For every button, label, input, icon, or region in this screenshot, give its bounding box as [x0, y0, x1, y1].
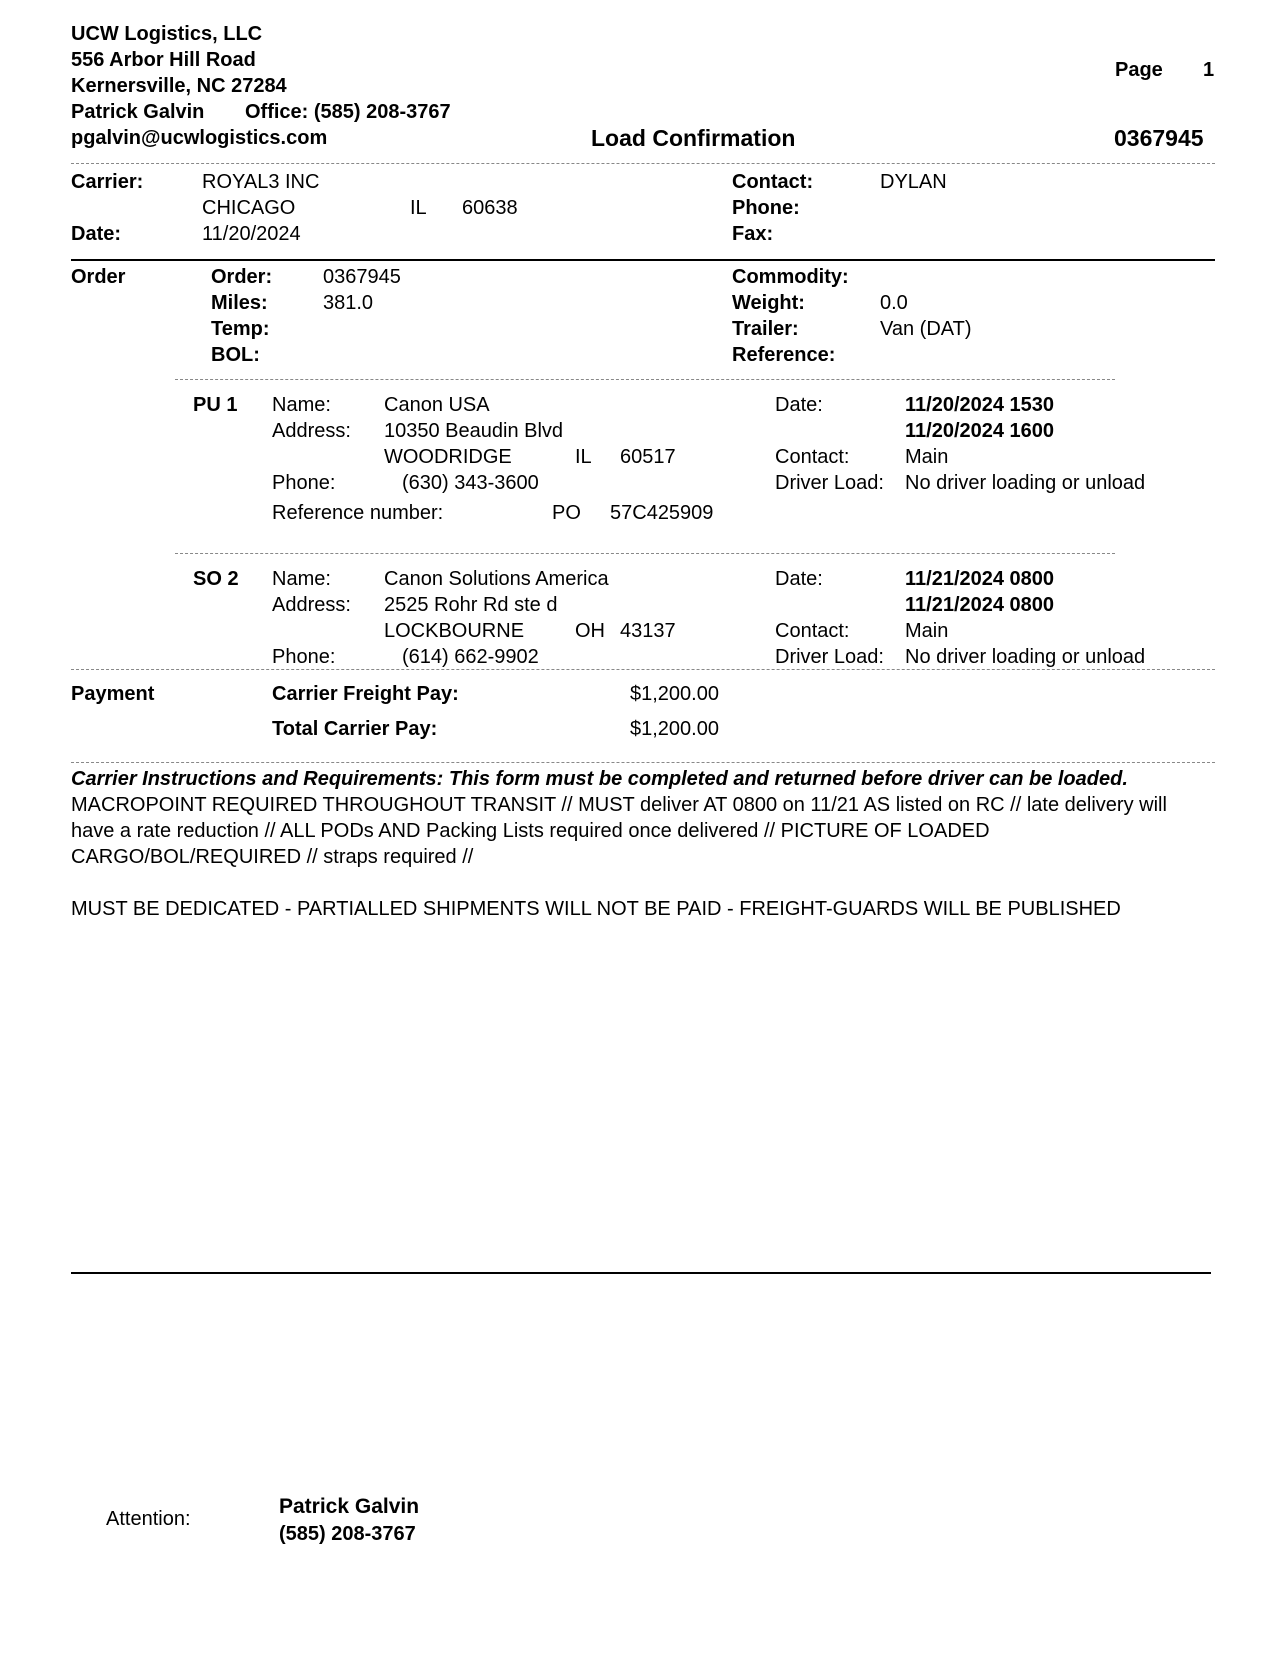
stop-reference-type: PO [552, 502, 581, 524]
stop-contact: Main [905, 446, 949, 468]
stop-date-label: Date: [775, 568, 823, 590]
page-label: Page [1115, 59, 1163, 81]
stop-phone-label: Phone: [272, 472, 336, 494]
stop-reference-label: Reference number: [272, 502, 444, 524]
stop-phone: (630) 343-3600 [402, 472, 539, 494]
freight-pay-label: Carrier Freight Pay: [272, 683, 459, 705]
carrier-state: IL [410, 197, 427, 219]
carrier-instructions [71, 766, 1211, 922]
total-pay-label: Total Carrier Pay: [272, 718, 438, 740]
attention-phone: (585) 208-3767 [279, 1523, 416, 1545]
divider [175, 553, 1115, 554]
signature-line [71, 1272, 1211, 1274]
instructions-note: MUST BE DEDICATED - PARTIALLED SHIPMENTS WILL NOT BE PAID - FREIGHT-GUARDS WILL BE PUBLISHED [71, 898, 1121, 920]
company-city-state-zip: Kernersville, NC 27284 [71, 75, 287, 97]
stop-reference-value: 57C425909 [610, 502, 714, 524]
stop-contact-label: Contact: [775, 446, 850, 468]
stop-name-label: Name: [272, 568, 331, 590]
stop-date-2: 11/20/2024 1600 [905, 420, 1055, 442]
stop-name-label: Name: [272, 394, 331, 416]
stop-contact: Main [905, 620, 949, 642]
company-email: pgalvin@ucwlogistics.com [71, 127, 328, 149]
divider [175, 379, 1115, 380]
order-value: 0367945 [323, 266, 401, 288]
stop-phone: (614) 662-9902 [402, 646, 539, 668]
phone-label: Phone: [732, 197, 800, 219]
order-section-label: Order [71, 266, 126, 288]
stop-city: LOCKBOURNE [384, 620, 525, 642]
miles-label: Miles: [211, 292, 268, 314]
header-order-number: 0367945 [1114, 125, 1204, 151]
stop-driver-load: No driver loading or unload [905, 472, 1146, 494]
company-address: 556 Arbor Hill Road [71, 49, 256, 71]
attention-name: Patrick Galvin [279, 1495, 420, 1518]
carrier-contact: DYLAN [880, 171, 947, 193]
date-label: Date: [71, 223, 122, 245]
contact-label: Contact: [732, 171, 814, 193]
weight-label: Weight: [732, 292, 805, 314]
stop-date-label: Date: [775, 394, 823, 416]
page-number: 1 [1203, 59, 1215, 81]
weight-value: 0.0 [880, 292, 908, 314]
stop-driver-load-label: Driver Load: [775, 472, 884, 494]
stop-address-label: Address: [272, 594, 351, 616]
stop-zip: 60517 [620, 446, 676, 468]
stop-contact-label: Contact: [775, 620, 850, 642]
instructions-body: MACROPOINT REQUIRED THROUGHOUT TRANSIT // MUST deliver AT 0800 on 11/21 AS listed on RC // late delivery will have a rate reduction // ALL PODs AND Packing Lists required once delivered // PICTURE OF LOADED CARGO/BOL/REQUIRED // straps required // [71, 794, 1167, 868]
trailer-value: Van (DAT) [880, 318, 972, 340]
freight-pay-value: $1,200.00 [630, 683, 719, 705]
stop-phone-label: Phone: [272, 646, 336, 668]
stop-name: Canon USA [384, 394, 490, 416]
carrier-city: CHICAGO [202, 197, 296, 219]
stop-name: Canon Solutions America [384, 568, 609, 590]
total-pay-value: $1,200.00 [630, 718, 719, 740]
stop-address-label: Address: [272, 420, 351, 442]
payment-section-label: Payment [71, 683, 155, 705]
attention-label: Attention: [106, 1508, 191, 1530]
stop-date-2: 11/21/2024 0800 [905, 594, 1055, 616]
stop-id: SO 2 [193, 568, 239, 590]
temp-label: Temp: [211, 318, 270, 340]
document-title: Load Confirmation [591, 125, 796, 151]
stop-address: 10350 Beaudin Blvd [384, 420, 564, 442]
carrier-zip: 60638 [462, 197, 518, 219]
stop-state: OH [575, 620, 605, 642]
order-label: Order: [211, 266, 273, 288]
stop-date-1: 11/21/2024 0800 [905, 568, 1055, 590]
reference-label: Reference: [732, 344, 836, 366]
company-name: UCW Logistics, LLC [71, 23, 263, 45]
stop-city: WOODRIDGE [384, 446, 512, 468]
stop-id: PU 1 [193, 394, 238, 416]
carrier-label: Carrier: [71, 171, 144, 193]
stop-zip: 43137 [620, 620, 676, 642]
bol-label: BOL: [211, 344, 260, 366]
stop-date-1: 11/20/2024 1530 [905, 394, 1055, 416]
trailer-label: Trailer: [732, 318, 799, 340]
divider [71, 669, 1215, 670]
divider [71, 163, 1215, 164]
divider [71, 259, 1215, 261]
instructions-heading: Carrier Instructions and Requirements: This form must be completed and returned before driver can be loaded. [71, 768, 1128, 790]
company-office-phone: Office: (585) 208-3767 [245, 101, 451, 123]
fax-label: Fax: [732, 223, 774, 245]
carrier-date: 11/20/2024 [202, 223, 301, 245]
stop-address: 2525 Rohr Rd ste d [384, 594, 558, 616]
commodity-label: Commodity: [732, 266, 849, 288]
carrier-name: ROYAL3 INC [202, 171, 320, 193]
stop-state: IL [575, 446, 592, 468]
miles-value: 381.0 [323, 292, 374, 314]
stop-driver-load-label: Driver Load: [775, 646, 884, 668]
stop-driver-load: No driver loading or unload [905, 646, 1146, 668]
company-contact-name: Patrick Galvin [71, 101, 205, 123]
divider [71, 762, 1215, 763]
